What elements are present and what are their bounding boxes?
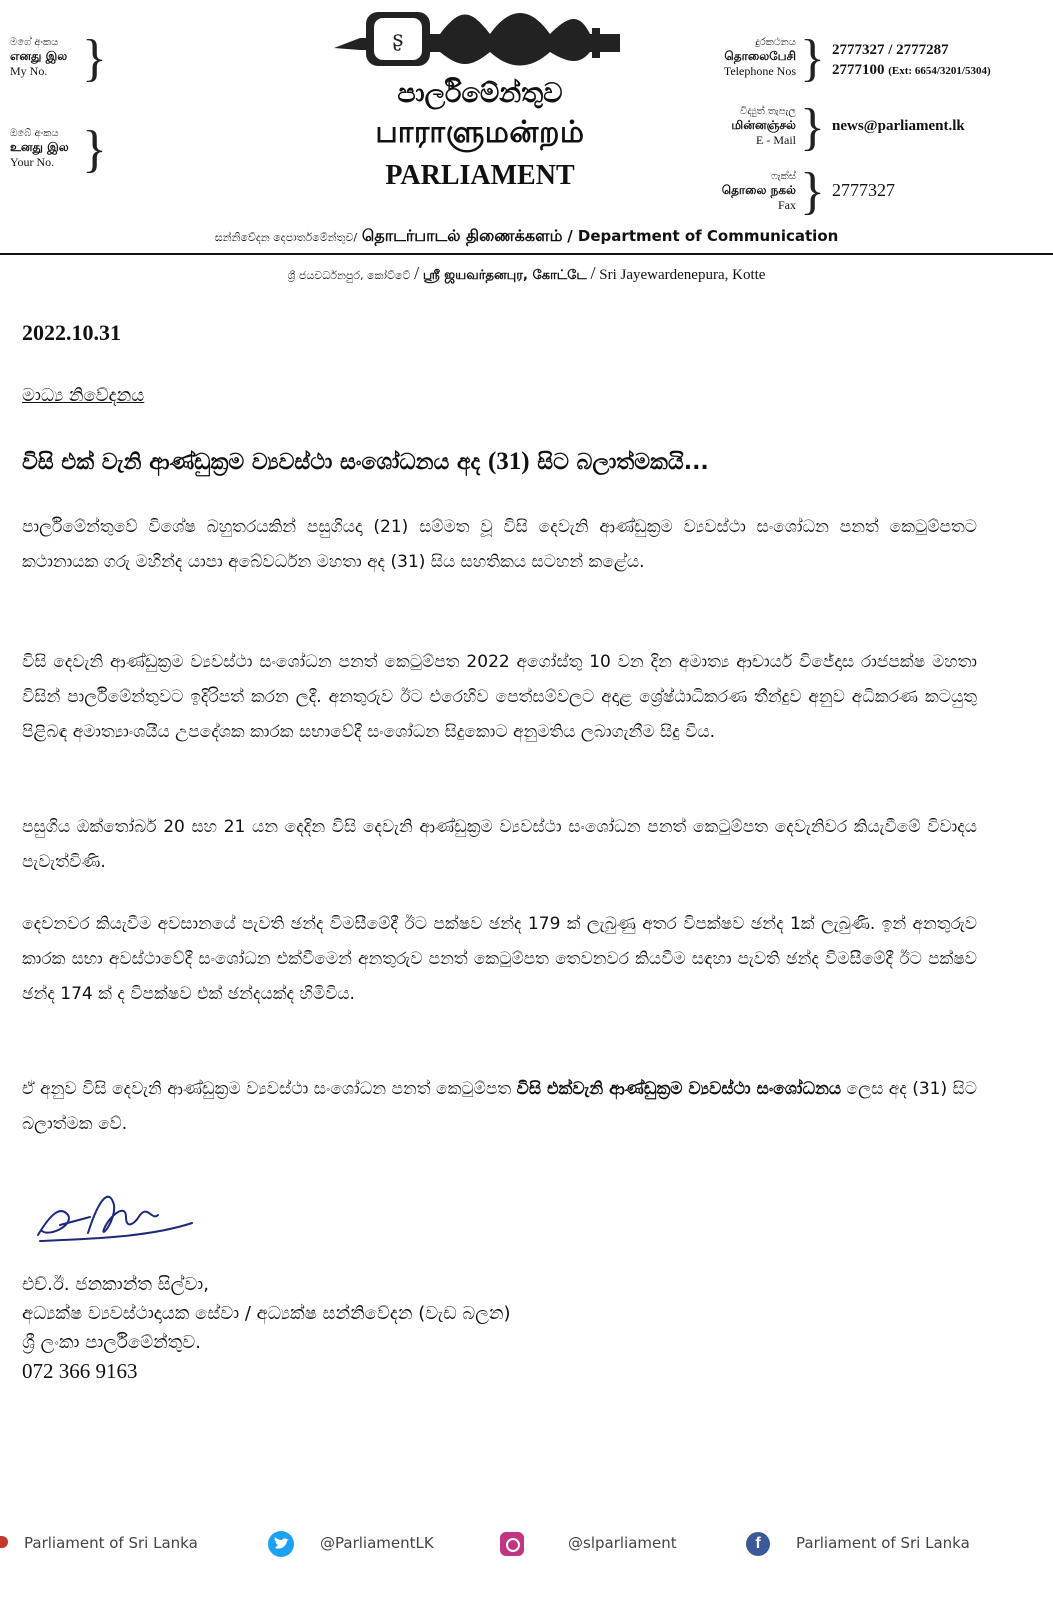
paragraph-4: දෙවනවර කියැවීම අවසානයේ පැවති ඡන්ද විමසීමේදී ඊට පක්ෂව ඡන්ද 179 ක් ලැබුණු අතර විපක්ෂව ඡන්ද 1ක් ලැබුණි. ඉන් අනතුරුව කාරක සභා අවස්ථාවේදී සංශෝධන එක්වීමෙන් අනතුරුව පනත් කෙටුම්පත තෙවනවර කියවීම සඳහා පැවති ඡන්ද විමසීමේදී ඊට පක්ෂව ඡන්ද 174 ක් ද විපක්ෂව එක් ඡන්දයක්ද හිමිවිය.	[22, 914, 977, 1004]
location-sep: /	[590, 263, 596, 283]
brace-icon: }	[800, 30, 825, 87]
title-english: PARLIAMENT	[385, 160, 575, 191]
headline-number: (31)	[487, 448, 530, 475]
svg-text:ʂ: ʂ	[392, 27, 404, 52]
paragraph-5-part-a: ඒ අනුව විසි දෙවැනි ආණ්ඩුක්‍රම ව්‍යවස්ථා සංශෝධන පනත් කෙටුම්පත	[22, 1079, 517, 1099]
brace-icon: }	[82, 30, 107, 87]
paragraph-3: පසුගිය ඔක්තෝබර් 20 සහ 21 යන දෙදින විසි දෙවැනි ආණ්ඩුක්‍රම ව්‍යවස්ථා සංශෝධන පනත් කෙටුම්පත දෙවැනිවර කියැවීමේ විවාදය පැවැත්විණි.	[22, 817, 977, 872]
telephone-line2: 2777100	[832, 62, 885, 78]
footer-facebook[interactable]: Parliament of Sri Lanka	[796, 1534, 970, 1552]
footer-website[interactable]: Parliament of Sri Lanka	[24, 1534, 198, 1552]
email-value[interactable]: news@parliament.lk	[832, 118, 965, 134]
telephone-ta: தொலைபேசி	[724, 49, 796, 63]
telephone-values	[832, 40, 991, 81]
instagram-icon[interactable]	[500, 1532, 524, 1556]
department-en: / Department of Communication	[567, 227, 839, 245]
telephone-label	[686, 36, 796, 78]
location-line	[0, 263, 1053, 284]
your-no-en: Your No.	[10, 155, 55, 169]
paragraph-5	[22, 1072, 977, 1142]
letter-date: 2022.10.31	[22, 320, 121, 345]
email-label	[686, 105, 796, 147]
brace-icon: }	[82, 121, 107, 178]
twitter-icon[interactable]	[268, 1531, 294, 1557]
paragraph-2: විසි දෙවැනි ආණ්ඩුක්‍රම ව්‍යවස්ථා සංශෝධන පනත් කෙටුම්පත 2022 අගෝස්තු 10 වන දින අමාත්‍ය ආචාර්ය විජේදාස රාජපක්ෂ මහතා විසින් පාර්ලිමේන්තුවට ඉදිරිපත් කරන ලදී. අනතුරුව ඊට එරෙහිව පෙත්සම්වලට අදාළ ශ්‍රේෂ්ඨාධිකරණ තීන්දුව අනුව අධිකරණ කටයුතු පිළිබඳ අමාත්‍යාංශයීය උපදේශක කාරක සභාවේදී සංශෝධන සිදුකොට අනුමතිය ලබාගැනීම සිදු විය.	[22, 652, 977, 742]
headline-part-b: සිට බලාත්මකයි...	[529, 450, 709, 475]
department-si: සන්නිවේදන දෙපාර්තමේන්තුව/	[214, 231, 358, 244]
media-release-tag: මාධ්‍ය නිවේදනය	[22, 385, 145, 406]
email-ta: மின்னஞ்சல்	[731, 118, 796, 132]
location-si: ශ්‍රී ජයවර්ධනපුර, කෝට්ටේ	[287, 269, 411, 282]
fax-value: 2777327	[832, 180, 895, 200]
facebook-icon[interactable]: f	[746, 1532, 770, 1556]
my-no-si: මගේ අංකය	[10, 37, 59, 48]
header-divider	[0, 253, 1053, 255]
signatory-phone: 072 366 9163	[22, 1359, 138, 1383]
telephone-line1: 2777327 / 2777287	[832, 42, 949, 58]
paragraph-5-bold: විසි එක්වැනි ආණ්ඩුක්‍රම ව්‍යවස්ථා සංශෝධනය	[516, 1079, 842, 1099]
headline	[22, 448, 1032, 476]
email-en: E - Mail	[756, 133, 796, 147]
fax-ta: தொலை நகல்	[721, 183, 796, 197]
department-line	[0, 226, 1053, 247]
website-marker-icon	[0, 1536, 8, 1548]
headline-part-a: විසි එක් වැනි ආණ්ඩුක්‍රම ව්‍යවස්ථා සංශෝධනය අද	[22, 450, 488, 475]
brace-icon: }	[800, 163, 825, 220]
fax-label	[686, 170, 796, 212]
my-no-ta: எனது இல	[10, 49, 68, 63]
department-ta: தொடர்பாடல் திணைக்களம்	[361, 226, 563, 245]
signatory-org: ශ්‍රී ලංකා පාර්ලිමේන්තුව.	[22, 1332, 201, 1353]
paragraph-5-part-b: ලෙස අද (31) සිට බලාත්මක වේ.	[22, 1079, 977, 1134]
title-sinhala: පාර්ලිමේන්තුව	[397, 78, 563, 109]
telephone-en: Telephone Nos	[723, 64, 796, 78]
handwritten-signature	[30, 1185, 200, 1255]
fax-si: ෆැක්ස්	[771, 171, 796, 182]
location-ta: ஸ்ரீ ஜயவர்தனபுர, கோட்டே	[422, 268, 587, 283]
signatory-name: එච්.ඊ. ජනකාන්ත සිල්වා,	[22, 1274, 209, 1295]
title-tamil: பாராளுமன்றம்	[375, 115, 585, 150]
location-sep: /	[414, 263, 420, 283]
brace-icon: }	[800, 99, 825, 156]
my-no-en: My No.	[10, 64, 48, 78]
footer-instagram[interactable]: @slparliament	[568, 1534, 677, 1552]
location-en: Sri Jayewardenepura, Kotte	[599, 267, 766, 283]
signatory-title: අධ්‍යක්ෂ ව්‍යවස්ථාදායක සේවා / අධ්‍යක්ෂ සන්නිවේදන (වැඩ බලන)	[22, 1303, 511, 1324]
signature-block	[22, 1270, 511, 1386]
fax-en: Fax	[778, 198, 796, 212]
paragraph-1: පාර්ලිමේන්තුවේ විශේෂ බහුතරයකින් පසුගියදා (21) සම්මත වූ විසි දෙවැනි ආණ්ඩුක්‍රම ව්‍යවස්ථා සංශෝධන පනත් කෙටුම්පතට කථානායක ගරු මහින්ද යාපා අබේවර්ධන මහතා අද (31) සිය සහතිකය සටහන් කළේය.	[22, 517, 977, 572]
telephone-ext: (Ext: 6654/3201/5304)	[888, 65, 991, 77]
mace-emblem-icon	[330, 8, 630, 68]
email-si: විද්‍යුත් තැපැල	[740, 106, 796, 117]
telephone-si: දුරකථනය	[755, 37, 796, 48]
your-no-si: ඔබේ අංකය	[10, 128, 59, 139]
footer	[0, 1522, 1053, 1562]
footer-twitter[interactable]: @ParliamentLK	[320, 1534, 434, 1552]
your-no-ta: உனது இல	[10, 140, 69, 154]
